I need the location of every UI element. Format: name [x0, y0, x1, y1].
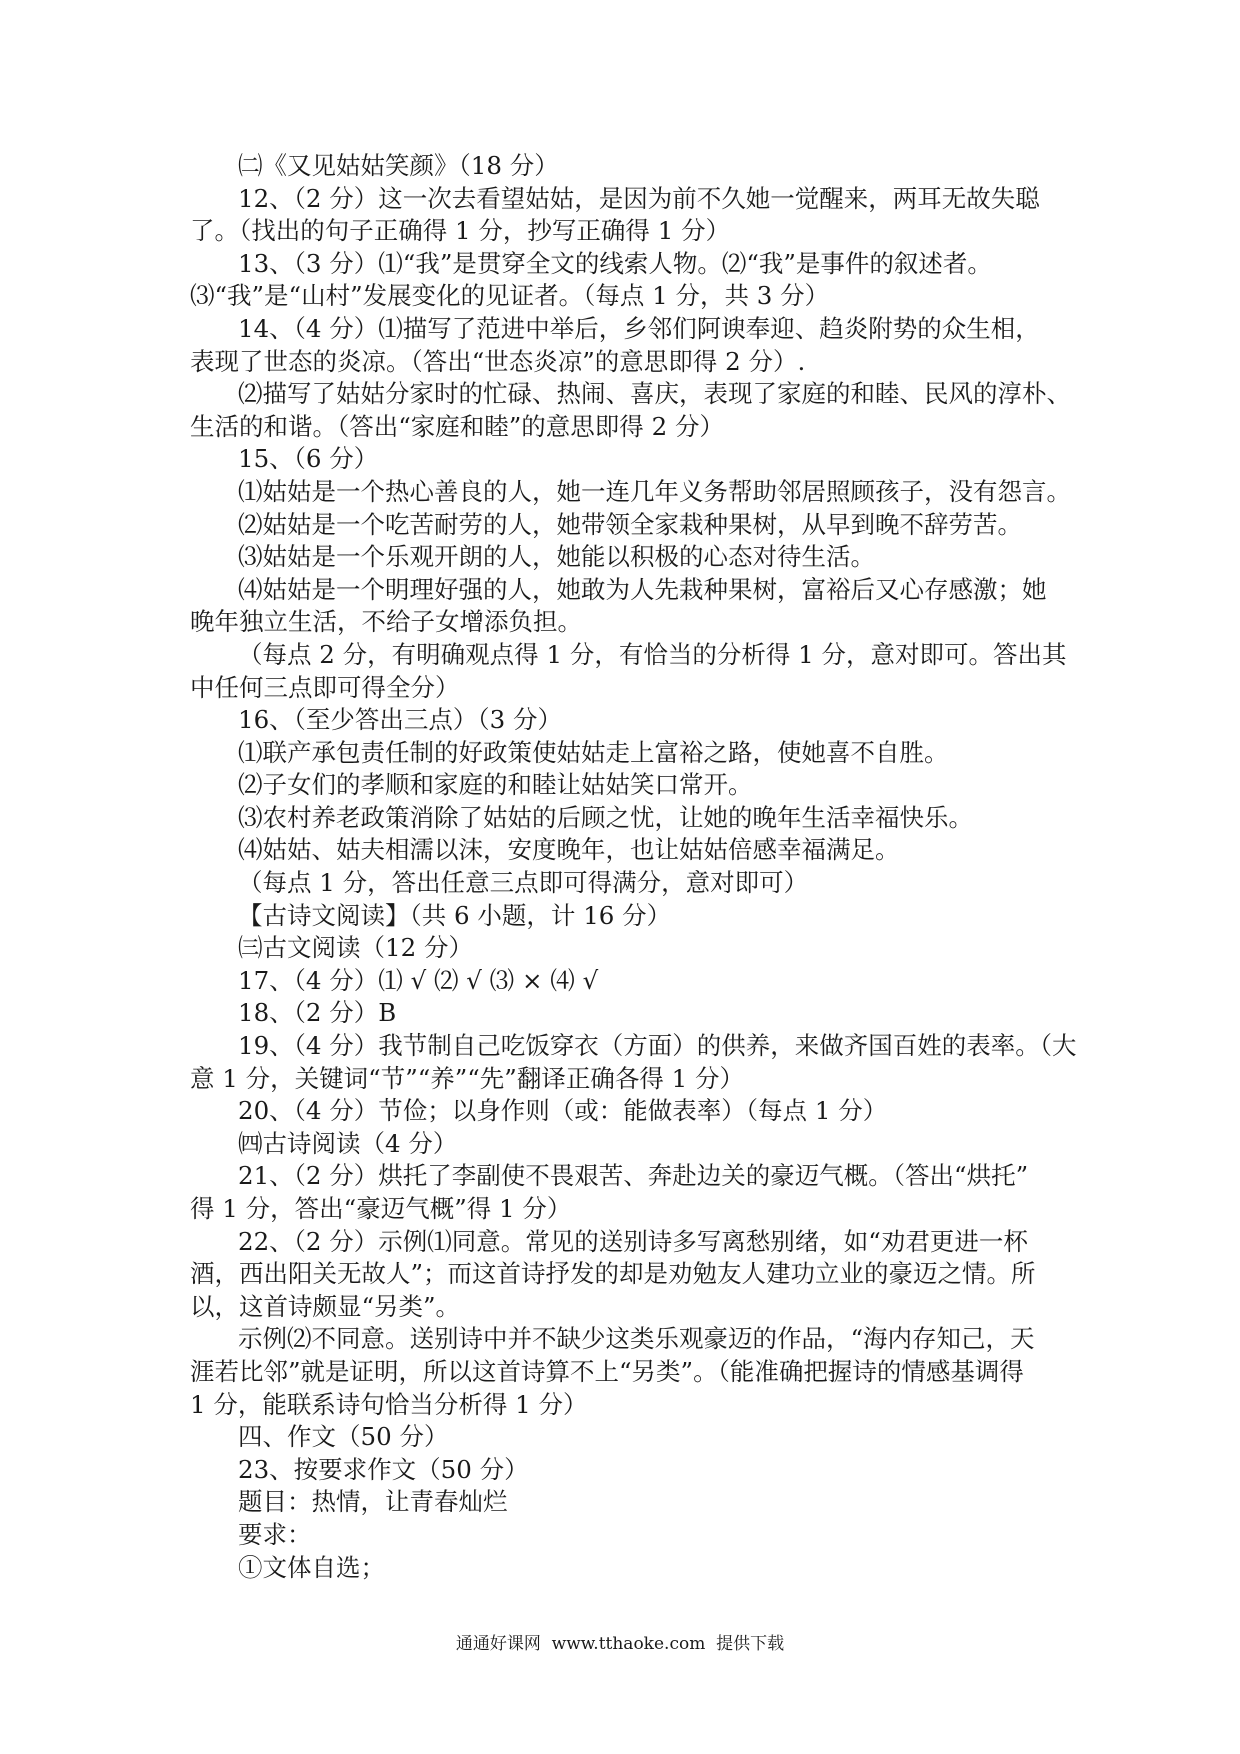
answer-key-body: [190, 150, 1077, 1584]
answer-16-point-4: ⑷姑姑、姑夫相濡以沫，安度晚年，也让姑姑倍感幸福满足。: [238, 835, 900, 865]
section-heading-classical: 【古诗文阅读】（共 6 小题，计 16 分）: [238, 900, 672, 930]
answer-15-point-4-line-2: 晚年独立生活，不给子女增添负担。: [190, 607, 582, 637]
answer-17: 17、（4 分）⑴ √ ⑵ √ ⑶ × ⑷ √: [238, 965, 599, 995]
answer-19-line-1: 19、（4 分）我节制自己吃饭穿衣（方面）的供养，来做齐国百姓的表率。（大: [238, 1031, 1077, 1061]
answer-21-line-1: 21、（2 分）烘托了李副使不畏艰苦、奔赴边关的豪迈气概。（答出“烘托”: [238, 1161, 1029, 1191]
answer-14-line-4: 生活的和谐。（答出“家庭和睦”的意思即得 2 分）: [190, 411, 724, 441]
answer-16-heading: 16、（至少答出三点）（3 分）: [238, 705, 563, 735]
composition-title: 题目：热情，让青春灿烂: [238, 1487, 508, 1517]
answer-15-point-1: ⑴姑姑是一个热心善良的人，她一连几年义务帮助邻居照顾孩子，没有怨言。: [238, 476, 1071, 506]
answer-15-point-3: ⑶姑姑是一个乐观开朗的人，她能以积极的心态对待生活。: [238, 542, 875, 572]
answer-14-line-1: 14、（4 分）⑴描写了范进中举后，乡邻们阿谀奉迎、趋炎附势的众生相，: [238, 313, 1040, 343]
answer-21-line-2: 得 1 分，答出“豪迈气概”得 1 分）: [190, 1194, 572, 1223]
answer-16-point-2: ⑵子女们的孝顺和家庭的和睦让姑姑笑口常开。: [238, 770, 753, 800]
answer-15-heading: 15、（6 分）: [238, 444, 379, 474]
answer-15-scoring-line-2: 中任何三点即可得全分）: [190, 672, 460, 702]
answer-15-scoring-line-1: （每点 2 分，有明确观点得 1 分，有恰当的分析得 1 分，意对即可。答出其: [238, 639, 1067, 669]
composition-requirement-1: ①文体自选；: [238, 1552, 385, 1582]
composition-requirements-label: 要求：: [238, 1519, 312, 1549]
answer-14-line-3: ⑵描写了姑姑分家时的忙碌、热闹、喜庆，表现了家庭的和睦、民风的淳朴、: [238, 379, 1071, 409]
answer-13-line-1: 13、（3 分）⑴“我”是贯穿全文的线索人物。⑵“我”是事件的叙述者。: [238, 248, 992, 278]
section-heading-4: ㈣古诗阅读（4 分）: [238, 1128, 458, 1158]
answer-16-point-3: ⑶农村养老政策消除了姑姑的后顾之忧，让她的晚年生活幸福快乐。: [238, 802, 973, 832]
section-heading-composition: 四、作文（50 分）: [238, 1422, 449, 1452]
answer-12-line-1: 12、（2 分）这一次去看望姑姑，是因为前不久她一觉醒来，两耳无故失聪: [238, 183, 1040, 213]
answer-19-line-2: 意 1 分，关键词“节”“养”“先”翻译正确各得 1 分）: [190, 1063, 744, 1093]
answer-15-point-4-line-1: ⑷姑姑是一个明理好强的人，她敢为人先栽种果树，富裕后又心存感激；她: [238, 574, 1047, 604]
page-footer: [0, 1633, 1240, 1655]
footer-suffix: 提供下载: [716, 1634, 785, 1654]
answer-23-heading: 23、按要求作文（50 分）: [238, 1454, 529, 1484]
answer-16-scoring: （每点 1 分，答出任意三点即可得满分，意对即可）: [238, 868, 809, 898]
answer-22-example-2-line-2: 涯若比邻”就是证明，所以这首诗算不上“另类”。（能准确把握诗的情感基调得: [190, 1356, 1024, 1386]
section-heading-2: ㈡《又见姑姑笑颜》（18 分）: [238, 151, 559, 180]
footer-url[interactable]: www.tthaoke.com: [551, 1634, 706, 1654]
answer-12-line-2: 了。（找出的句子正确得 1 分，抄写正确得 1 分）: [190, 216, 731, 246]
answer-22-line-2: 酒，西出阳关无故人”；而这首诗抒发的却是劝勉友人建功立业的豪迈之情。所: [190, 1259, 1036, 1289]
answer-14-line-2: 表现了世态的炎凉。（答出“世态炎凉”的意思即得 2 分）.: [190, 346, 806, 376]
answer-18: 18、（2 分）B: [238, 998, 397, 1028]
answer-22-example-2-line-1: 示例⑵不同意。送别诗中并不缺少这类乐观豪迈的作品，“海内存知己，天: [238, 1324, 1035, 1354]
answer-20: 20、（4 分）节俭；以身作则（或：能做表率）（每点 1 分）: [238, 1096, 888, 1126]
footer-site-name: 通通好课网: [455, 1634, 541, 1654]
answer-22-line-1: 22、（2 分）示例⑴同意。常见的送别诗多写离愁别绪，如“劝君更进一杯: [238, 1226, 1028, 1256]
answer-16-point-1: ⑴联产承包责任制的好政策使姑姑走上富裕之路，使她喜不自胜。: [238, 737, 949, 767]
section-heading-3: ㈢古文阅读（12 分）: [238, 933, 473, 963]
answer-22-example-2-line-3: 1 分，能联系诗句恰当分析得 1 分）: [190, 1389, 588, 1419]
answer-22-line-3: 以，这首诗颇显“另类”。: [190, 1291, 461, 1321]
answer-13-line-2: ⑶“我”是“山村”发展变化的见证者。（每点 1 分，共 3 分）: [190, 281, 830, 311]
answer-15-point-2: ⑵姑姑是一个吃苦耐劳的人，她带领全家栽种果树，从早到晚不辞劳苦。: [238, 509, 1022, 539]
